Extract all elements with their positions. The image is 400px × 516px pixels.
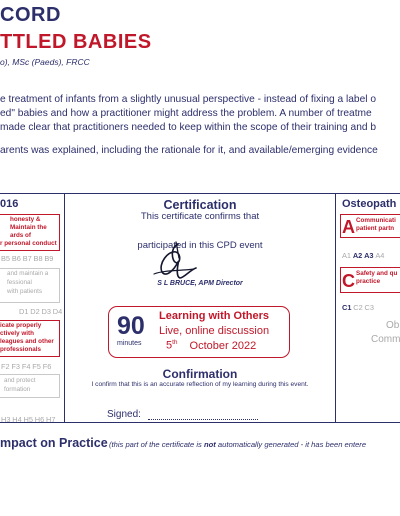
code-d3: D3 bbox=[41, 307, 51, 316]
code-f6: F6 bbox=[42, 362, 52, 371]
confirmation-text: I confirm that this is an accurate reflection of my learning during this event. bbox=[91, 381, 309, 388]
code-b9: B9 bbox=[44, 254, 54, 263]
intro-line-4: arents was explained, including the rationale for it, and available/emerging evidence bbox=[0, 145, 378, 156]
author-credentials: o), MSc (Paeds), FRCC bbox=[0, 57, 90, 67]
code-c2: C2 bbox=[353, 303, 363, 312]
confirmation-heading: Confirmation bbox=[162, 367, 238, 381]
group-h-line-1: and protect bbox=[4, 377, 36, 384]
objectives-label: Ob bbox=[386, 320, 400, 331]
group-b-line-3: ards of bbox=[10, 232, 31, 239]
code-f2: F2 bbox=[1, 362, 10, 371]
certificate-title: CORD bbox=[0, 4, 61, 26]
event-date-month-year: October 2022 bbox=[189, 339, 257, 352]
group-d-line-3: with patients bbox=[7, 288, 43, 295]
code-h4: H4 bbox=[12, 415, 22, 424]
group-d-line-1: and maintain a bbox=[7, 270, 49, 277]
code-h3: H3 bbox=[1, 415, 11, 424]
theme-c-letter: C bbox=[342, 271, 355, 291]
theme-a-letter: A bbox=[342, 217, 355, 237]
event-title: Learning with Others bbox=[159, 310, 270, 322]
code-b6: B6 bbox=[11, 254, 21, 263]
left-divider bbox=[64, 193, 65, 423]
theme-a-line-1: Communicati bbox=[356, 217, 396, 224]
osteopathic-heading: Osteopath bbox=[342, 198, 397, 210]
theme-a-line-2: patient partn bbox=[356, 225, 395, 232]
group-f-line-1: icate properly bbox=[0, 322, 42, 329]
impact-note bbox=[109, 440, 366, 449]
signed-label: Signed: bbox=[107, 409, 141, 420]
standards-heading: 016 bbox=[0, 198, 19, 210]
code-f5: F5 bbox=[32, 362, 41, 371]
code-f3: F3 bbox=[11, 362, 21, 371]
code-f4: F4 bbox=[21, 362, 31, 371]
group-b-line-4: r personal conduct bbox=[0, 240, 57, 247]
code-h6: H6 bbox=[34, 415, 45, 424]
theme-c-codes bbox=[342, 303, 376, 312]
right-divider bbox=[335, 193, 336, 423]
group-b-line-1: honesty & bbox=[10, 216, 41, 223]
group-b-line-2: Maintain the bbox=[10, 224, 47, 231]
impact-note-prefix: (this part of the certificate is bbox=[109, 440, 204, 449]
theme-a-codes bbox=[342, 251, 386, 260]
group-f-line-3: leagues and other bbox=[0, 338, 54, 345]
code-c3: C3 bbox=[364, 303, 374, 312]
certificate-subtitle: TTLED BABIES bbox=[0, 31, 152, 53]
event-date-suffix: th bbox=[172, 339, 178, 346]
group-h-line-2: formation bbox=[4, 386, 31, 393]
certification-text: This certificate confirms that bbox=[140, 211, 260, 222]
code-b7: B7 bbox=[22, 254, 32, 263]
intro-line-1: e treatment of infants from a slightly unusual perspective - instead of fixing a label o bbox=[0, 94, 377, 105]
participation-text: participated in this CPD event bbox=[137, 240, 263, 251]
director-signature bbox=[150, 240, 200, 282]
impact-note-emphasis: not bbox=[203, 440, 216, 449]
code-d2: D2 bbox=[30, 307, 40, 316]
intro-line-3: made clear that practitioners needed to keep within the scope of their training and b bbox=[0, 122, 377, 133]
theme-c-line-1: Safety and qu bbox=[356, 270, 398, 277]
comments-label: Comm bbox=[371, 334, 400, 345]
event-date-day: 5 bbox=[166, 339, 173, 352]
group-f-line-4: professionals bbox=[0, 346, 41, 353]
event-format: Live, online discussion bbox=[159, 325, 270, 337]
group-f-line-2: ctively with bbox=[0, 330, 34, 337]
group-f-codes bbox=[1, 362, 53, 371]
signature-line[interactable] bbox=[148, 419, 258, 420]
code-a3: A3 bbox=[364, 251, 374, 260]
intro-line-2: ed" babies and how a practitioner might address the problem. A number of treatme bbox=[0, 108, 372, 119]
duration-unit: minutes bbox=[117, 340, 142, 347]
group-d-line-2: fessional bbox=[7, 279, 32, 286]
code-h7: H7 bbox=[46, 415, 56, 424]
code-a1: A1 bbox=[342, 251, 352, 260]
code-b5: B5 bbox=[1, 254, 11, 263]
code-c1: C1 bbox=[342, 303, 352, 312]
code-d1: D1 bbox=[19, 307, 29, 316]
impact-heading: mpact on Practice bbox=[0, 436, 108, 450]
theme-c-line-2: practice bbox=[356, 278, 381, 285]
group-b-codes bbox=[1, 254, 55, 263]
code-a4: A4 bbox=[375, 251, 385, 260]
group-d-codes bbox=[19, 307, 64, 316]
code-a2: A2 bbox=[352, 251, 363, 260]
signatory-name: S L BRUCE, APM Director bbox=[157, 280, 243, 287]
group-h-codes bbox=[1, 415, 57, 424]
code-d4: D4 bbox=[52, 307, 63, 316]
code-h5: H5 bbox=[23, 415, 33, 424]
event-date bbox=[166, 339, 256, 352]
certification-heading: Certification bbox=[163, 198, 237, 212]
code-b8: B8 bbox=[33, 254, 43, 263]
event-duration: 90 bbox=[117, 312, 145, 340]
impact-note-suffix: automatically generated - it has been entere bbox=[215, 440, 367, 449]
